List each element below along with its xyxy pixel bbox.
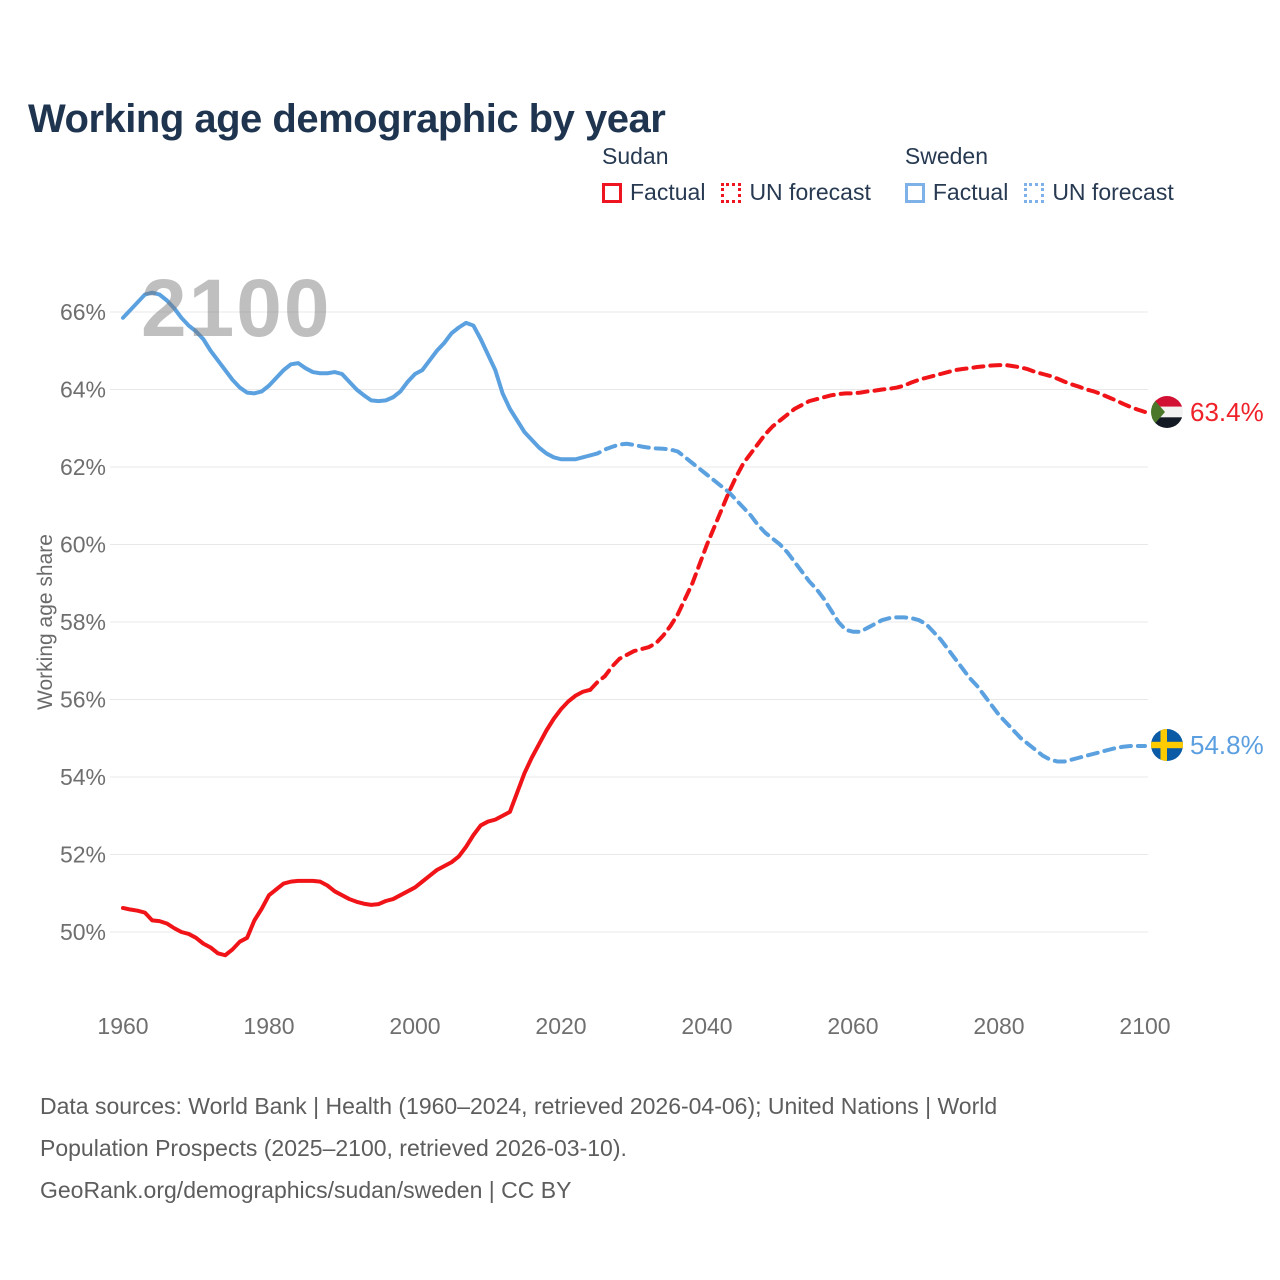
x-tick-label: 2000 xyxy=(389,1013,441,1039)
legend-item-label: UN forecast xyxy=(749,179,871,205)
x-tick-label: 2040 xyxy=(681,1013,733,1039)
sweden-end-label xyxy=(1151,729,1264,761)
sudan-end-value: 63.4% xyxy=(1190,396,1264,427)
sweden-end-value: 54.8% xyxy=(1190,729,1264,760)
x-tick-label: 1980 xyxy=(243,1013,295,1039)
y-tick-label: 64% xyxy=(59,376,106,403)
legend-country-sudan: Sudan xyxy=(602,143,669,169)
y-tick-label: 58% xyxy=(59,609,106,635)
watermark-year: 2100 xyxy=(141,263,332,354)
chart-title: Working age demographic by year xyxy=(28,96,666,141)
y-axis-title: Working age share xyxy=(34,534,57,710)
legend-item-label: UN forecast xyxy=(1052,179,1174,205)
y-tick-label: 60% xyxy=(59,531,106,558)
x-tick-label: 2060 xyxy=(827,1013,879,1039)
series-sudan-factual xyxy=(123,690,590,955)
sudan-flag-icon xyxy=(1151,396,1183,428)
x-tick-label: 2100 xyxy=(1119,1013,1171,1039)
series-sweden-un-forecast xyxy=(590,444,1145,762)
sweden-flag-icon xyxy=(1151,729,1183,761)
legend-country-sweden: Sweden xyxy=(904,143,988,169)
series-sudan-un-forecast xyxy=(590,365,1145,690)
y-tick-label: 66% xyxy=(59,299,106,325)
x-tick-label: 1960 xyxy=(97,1013,149,1039)
footer-line-2: Population Prospects (2025–2100, retrieved 2026-03-10). xyxy=(40,1135,627,1161)
y-tick-label: 54% xyxy=(59,764,106,790)
series-sweden-factual xyxy=(123,293,590,460)
legend-item-label: Factual xyxy=(932,179,1009,205)
y-tick-label: 56% xyxy=(59,686,106,713)
y-tick-label: 62% xyxy=(59,454,106,480)
legend-item-label: Factual xyxy=(630,179,706,205)
data-sources-note xyxy=(40,1085,997,1211)
x-tick-label: 2020 xyxy=(535,1013,587,1039)
footer-line-1: Data sources: World Bank | Health (1960–2024, retrieved 2026-04-06); United Nations | World xyxy=(40,1093,998,1119)
y-tick-label: 52% xyxy=(59,841,106,868)
sudan-end-label xyxy=(1151,396,1264,428)
y-tick-label: 50% xyxy=(59,919,106,945)
footer-line-3: GeoRank.org/demographics/sudan/sweden | CC BY xyxy=(40,1177,572,1203)
x-tick-label: 2080 xyxy=(973,1013,1025,1039)
